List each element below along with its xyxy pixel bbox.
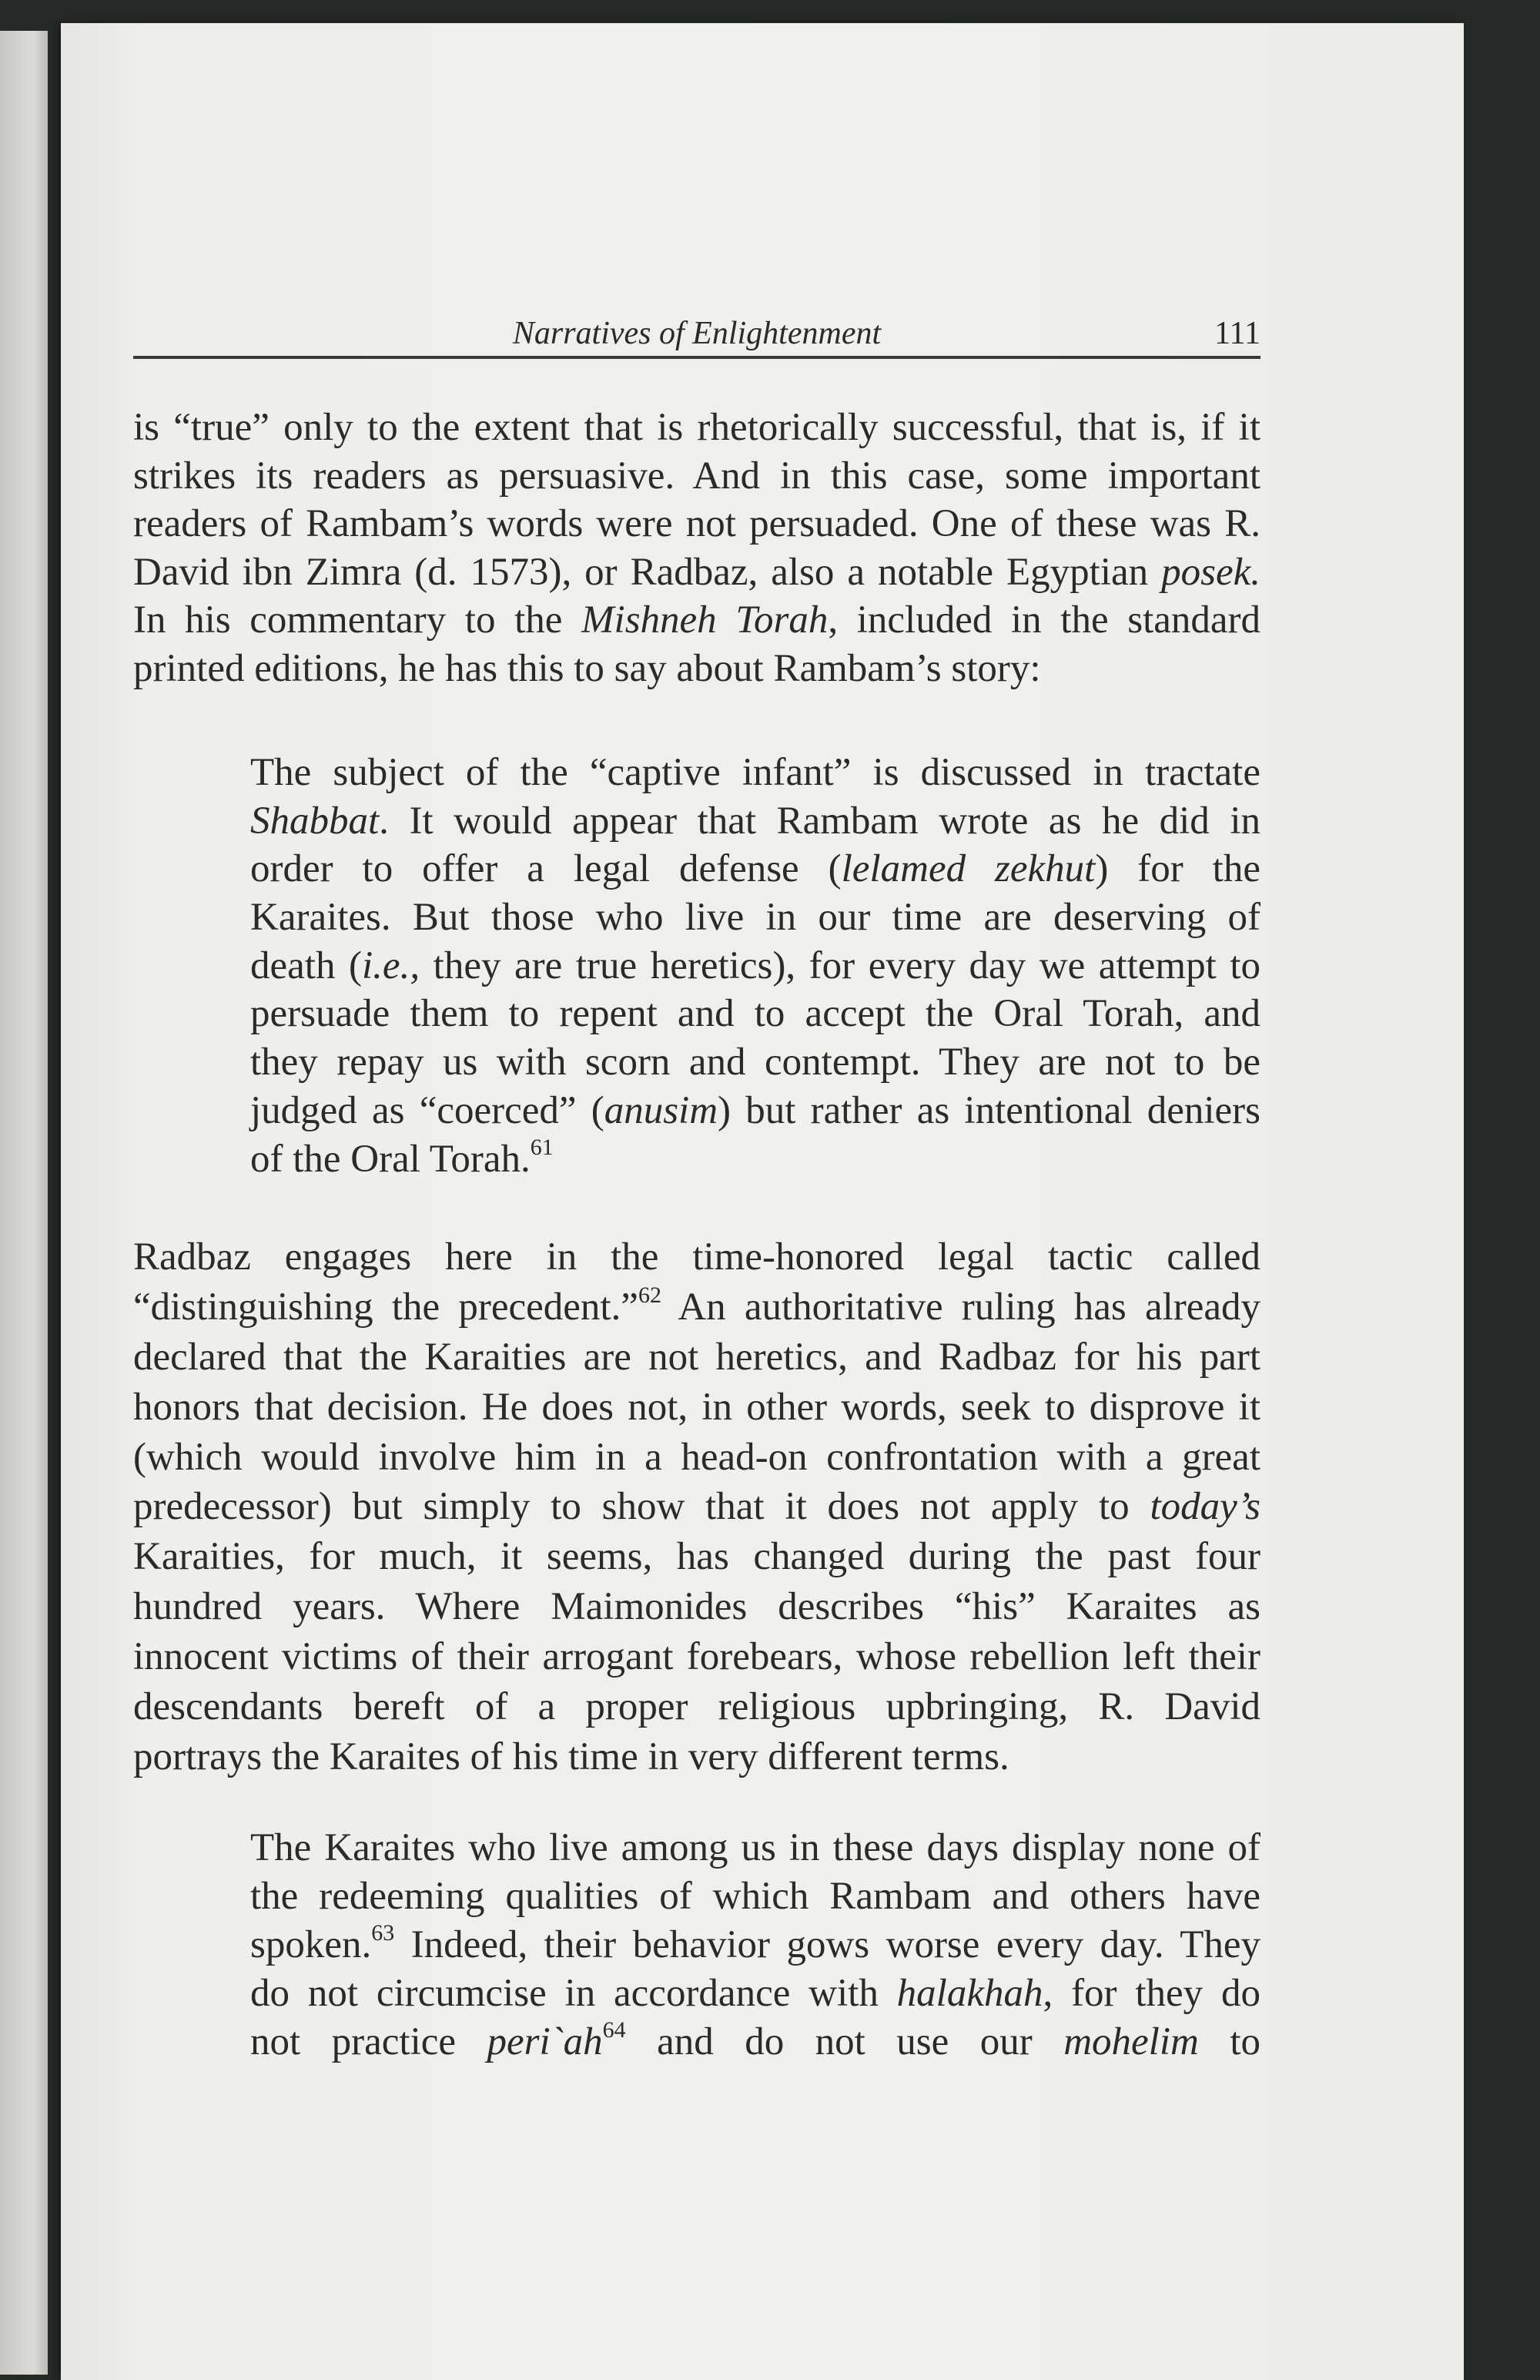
footnote-marker: 61	[530, 1134, 554, 1160]
text-line	[133, 500, 1260, 548]
italic-term: anusim	[604, 1088, 718, 1132]
italic-term: Mishneh Torah	[581, 598, 829, 642]
text-segment: An authoritative ruling has already	[661, 1285, 1261, 1329]
text-segment: strikes its readers as persuasive. And in this case, some important	[133, 454, 1260, 498]
text-segment: order to offer a legal defense (	[250, 847, 842, 891]
text-line	[250, 942, 1260, 991]
running-header	[133, 312, 1260, 355]
text-segment: In his commentary to the	[133, 598, 582, 642]
text-segment: they are true heretics), for every day we attempt to	[420, 944, 1260, 987]
text-line	[250, 1921, 1260, 1969]
text-line	[133, 548, 1260, 597]
text-segment: David ibn Zimra (d. 1573), or Radbaz, also a notable Egyptian	[133, 550, 1162, 594]
body-paragraph-2	[133, 1232, 1260, 1782]
italic-term: mohelim	[1063, 2020, 1199, 2063]
text-line	[133, 1332, 1260, 1383]
text-segment: The subject of the “captive infant” is discussed in tractate	[250, 751, 1260, 794]
footnote-marker: 63	[371, 1920, 395, 1946]
italic-term: lelamed zekhut	[841, 847, 1096, 891]
italic-term: i.e.,	[362, 944, 420, 987]
text-segment: readers of Rambam’s words were not persuaded. One of these was R.	[133, 502, 1260, 545]
text-line	[250, 1087, 1260, 1135]
adjacent-page-edge	[0, 31, 48, 2375]
text-segment: . It would appear that Rambam wrote as he did in	[379, 799, 1260, 843]
text-segment: Karaites. But those who live in our time are deserving of	[250, 896, 1260, 940]
text-line	[133, 1682, 1260, 1732]
text-segment: do not circumcise in accordance with	[250, 1972, 897, 2015]
text-segment: predecessor) but simply to show that it does not apply to	[133, 1485, 1150, 1529]
text-line	[250, 845, 1260, 893]
text-segment: Radbaz engages here in the time-honored legal tactic called	[133, 1235, 1260, 1279]
footnote-marker: 62	[638, 1282, 661, 1308]
header-rule	[133, 356, 1260, 359]
text-line	[133, 1582, 1260, 1632]
text-line	[133, 1282, 1260, 1332]
text-segment: death (	[250, 944, 363, 987]
text-line	[250, 893, 1260, 942]
text-segment: spoken.	[250, 1923, 372, 1966]
text-line	[133, 596, 1260, 645]
page-number: 111	[1214, 316, 1260, 351]
block-quote-1	[250, 749, 1260, 1183]
text-line	[133, 404, 1260, 452]
text-segment: not practice	[250, 2020, 487, 2063]
text-segment: to	[1198, 2020, 1260, 2063]
italic-term: today’s	[1150, 1485, 1260, 1529]
text-line	[250, 1824, 1260, 1872]
text-line	[250, 749, 1260, 797]
text-segment: “distinguishing the precedent.”	[133, 1285, 638, 1329]
footnote-marker: 64	[602, 2017, 626, 2043]
text-line	[133, 1532, 1260, 1582]
italic-term: Shabbat	[250, 799, 380, 843]
text-segment: , for they do	[1043, 1972, 1260, 2015]
text-line	[133, 1383, 1260, 1433]
block-quote-2	[250, 1824, 1260, 2067]
text-line	[133, 1433, 1260, 1483]
text-segment: , included in the standard	[828, 598, 1260, 642]
text-line	[250, 1135, 1260, 1184]
text-line	[250, 2018, 1260, 2067]
text-line	[250, 1969, 1260, 2018]
text-line	[133, 1732, 1260, 1782]
text-segment: printed editions, he has this to say about Rambam’s story:	[133, 646, 1041, 690]
text-segment: the redeeming qualities of which Rambam and others have	[250, 1875, 1260, 1918]
text-segment: of the Oral Torah.	[250, 1137, 531, 1181]
text-segment: honors that decision. He does not, in other words, seek to disprove it	[133, 1385, 1260, 1429]
text-segment: hundred years. Where Maimonides describes “his” Karaites as	[133, 1585, 1260, 1629]
text-segment: declared that the Karaities are not heretics, and Radbaz for his part	[133, 1335, 1260, 1379]
text-segment: ) but rather as intentional deniers	[718, 1088, 1260, 1132]
text-segment: is “true” only to the extent that is rhetorically successful, that is, if it	[133, 406, 1260, 449]
text-line	[250, 797, 1260, 846]
text-line	[133, 452, 1260, 501]
italic-term: posek.	[1161, 550, 1260, 594]
text-segment: Indeed, their behavior gows worse every day. They	[394, 1923, 1260, 1966]
text-segment: (which would involve him in a head-on confrontation with a great	[133, 1435, 1260, 1479]
italic-term: halakhah	[896, 1972, 1043, 2015]
text-segment: innocent victims of their arrogant forebears, whose rebellion left their	[133, 1635, 1260, 1679]
text-segment: judged as “coerced” (	[250, 1088, 604, 1132]
text-segment: ) for the	[1095, 847, 1260, 891]
text-segment: The Karaites who live among us in these days display none of	[250, 1826, 1260, 1869]
text-line	[250, 1872, 1260, 1921]
text-segment: Karaities, for much, it seems, has changed during the past four	[133, 1535, 1260, 1579]
text-segment: and do not use our	[625, 2020, 1064, 2063]
text-segment: portrays the Karaites of his time in very different terms.	[133, 1735, 1009, 1778]
text-line	[133, 645, 1260, 693]
text-line	[250, 1038, 1260, 1087]
text-line	[133, 1232, 1260, 1282]
running-header-title: Narratives of Enlightenment	[512, 316, 882, 351]
text-line	[133, 1482, 1260, 1532]
italic-term: peri`ah	[487, 2020, 603, 2063]
text-segment: persuade them to repent and to accept the Oral Torah, and	[250, 992, 1260, 1036]
text-segment: descendants bereft of a proper religious upbringing, R. David	[133, 1685, 1260, 1729]
text-line	[250, 990, 1260, 1038]
text-line	[133, 1632, 1260, 1682]
body-paragraph-1	[133, 404, 1260, 692]
text-segment: they repay us with scorn and contempt. They are not to be	[250, 1041, 1260, 1084]
